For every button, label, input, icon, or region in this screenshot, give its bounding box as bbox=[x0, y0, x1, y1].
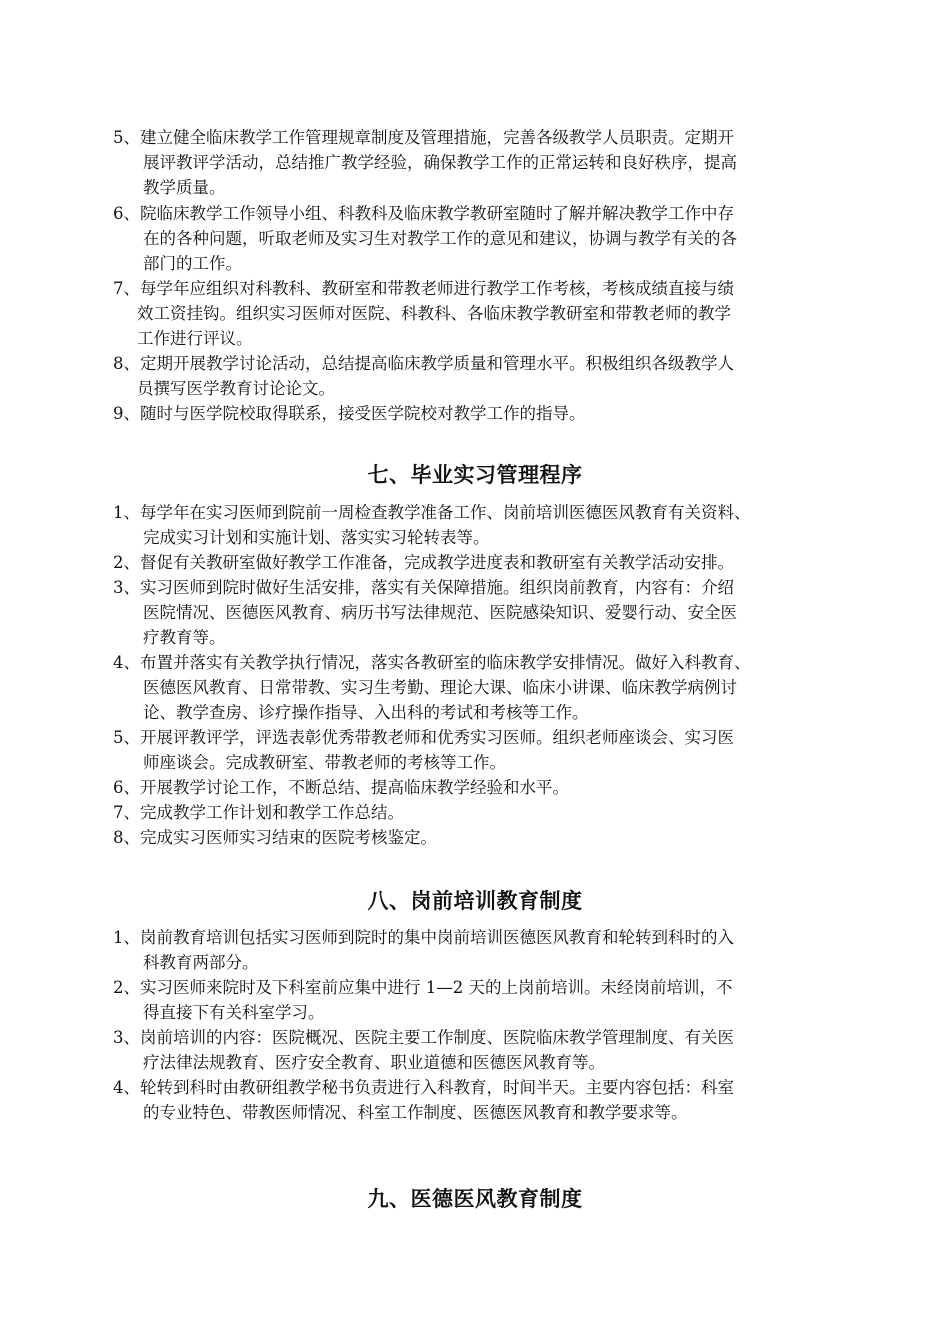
section-title: 八、岗前培训教育制度 bbox=[367, 889, 583, 913]
section-title: 九、医德医风教育制度 bbox=[367, 1187, 583, 1211]
item-line: 科教育两部分。 bbox=[143, 953, 259, 972]
list-item bbox=[113, 276, 848, 351]
list-item bbox=[113, 725, 848, 775]
list-item bbox=[113, 800, 848, 825]
item-line: 2、督促有关教研室做好教学工作准备，完成教学进度表和教研室有关教学活动安排。 bbox=[113, 553, 734, 572]
item-line: 疗法律法规教育、医疗安全教育、职业道德和医德医风教育等。 bbox=[143, 1053, 605, 1072]
item-line: 3、实习医师到院时做好生活安排，落实有关保障措施。组织岗前教育，内容有：介绍 bbox=[113, 578, 734, 597]
item-line: 展评教评学活动，总结推广教学经验，确保教学工作的正常运转和良好秩序，提高 bbox=[143, 153, 737, 172]
item-line: 8、完成实习医师实习结束的医院考核鉴定。 bbox=[113, 828, 437, 847]
list-item bbox=[113, 500, 848, 550]
list-item bbox=[113, 975, 848, 1025]
item-line: 2、实习医师来院时及下科室前应集中进行 1—2 天的上岗前培训。未经岗前培训，不 bbox=[113, 978, 733, 997]
list-item bbox=[113, 125, 848, 200]
list-item bbox=[113, 351, 848, 401]
item-line: 的专业特色、带教医师情况、科室工作制度、医德医风教育和教学要求等。 bbox=[143, 1103, 688, 1122]
item-line: 3、岗前培训的内容：医院概况、医院主要工作制度、医院临床教学管理制度、有关医 bbox=[113, 1028, 734, 1047]
item-line: 9、随时与医学院校取得联系，接受医学院校对教学工作的指导。 bbox=[113, 404, 586, 423]
section-title: 七、毕业实习管理程序 bbox=[367, 463, 583, 487]
list-item bbox=[113, 1075, 848, 1125]
item-line: 工作进行评议。 bbox=[137, 329, 253, 348]
item-line: 6、院临床教学工作领导小组、科教科及临床教学教研室随时了解并解决教学工作中存 bbox=[113, 204, 734, 223]
item-line: 医院情况、医德医风教育、病历书写法律规范、医院感染知识、爱婴行动、安全医 bbox=[143, 603, 737, 622]
list-item bbox=[113, 1025, 848, 1075]
item-line: 得直接下有关科室学习。 bbox=[143, 1003, 325, 1022]
list-item bbox=[113, 925, 848, 975]
list-item bbox=[113, 650, 848, 725]
item-line: 1、每学年在实习医师到院前一周检查教学准备工作、岗前培训医德医风教育有关资料、 bbox=[113, 503, 751, 522]
list-item bbox=[113, 550, 848, 575]
item-line: 员撰写医学教育讨论论文。 bbox=[137, 379, 335, 398]
list-item bbox=[113, 575, 848, 650]
item-line: 7、完成教学工作计划和教学工作总结。 bbox=[113, 803, 404, 822]
item-line: 4、布置并落实有关教学执行情况，落实各教研室的临床教学安排情况。做好入科教育、 bbox=[113, 653, 751, 672]
item-line: 完成实习计划和实施计划、落实实习轮转表等。 bbox=[143, 528, 490, 547]
item-line: 效工资挂钩。组织实习医师对医院、科教科、各临床教学教研室和带教老师的教学 bbox=[137, 304, 731, 323]
item-line: 1、岗前教育培训包括实习医师到院时的集中岗前培训医德医风教育和轮转到科时的入 bbox=[113, 928, 734, 947]
list-item bbox=[113, 401, 848, 426]
item-line: 部门的工作。 bbox=[143, 254, 242, 273]
item-line: 医德医风教育、日常带教、实习生考勤、理论大课、临床小讲课、临床教学病例讨 bbox=[143, 678, 737, 697]
item-line: 7、每学年应组织对科教科、教研室和带教老师进行教学工作考核，考核成绩直接与绩 bbox=[113, 279, 734, 298]
item-line: 论、教学查房、诊疗操作指导、入出科的考试和考核等工作。 bbox=[143, 703, 589, 722]
list-item bbox=[113, 775, 848, 800]
item-line: 在的各种问题，听取老师及实习生对教学工作的意见和建议，协调与教学有关的各 bbox=[143, 229, 737, 248]
item-line: 4、轮转到科时由教研组教学秘书负责进行入科教育，时间半天。主要内容包括：科室 bbox=[113, 1078, 734, 1097]
list-item bbox=[113, 201, 848, 276]
item-line: 教学质量。 bbox=[143, 178, 226, 197]
item-line: 8、定期开展教学讨论活动，总结提高临床教学质量和管理水平。积极组织各级教学人 bbox=[113, 354, 734, 373]
item-line: 6、开展教学讨论工作，不断总结、提高临床教学经验和水平。 bbox=[113, 778, 569, 797]
item-line: 疗教育等。 bbox=[143, 628, 226, 647]
item-line: 师座谈会。完成教研室、带教老师的考核等工作。 bbox=[143, 753, 506, 772]
list-item bbox=[113, 825, 848, 850]
item-line: 5、开展评教评学，评选表彰优秀带教老师和优秀实习医师。组织老师座谈会、实习医 bbox=[113, 728, 734, 747]
item-line: 5、建立健全临床教学工作管理规章制度及管理措施，完善各级教学人员职责。定期开 bbox=[113, 128, 734, 147]
